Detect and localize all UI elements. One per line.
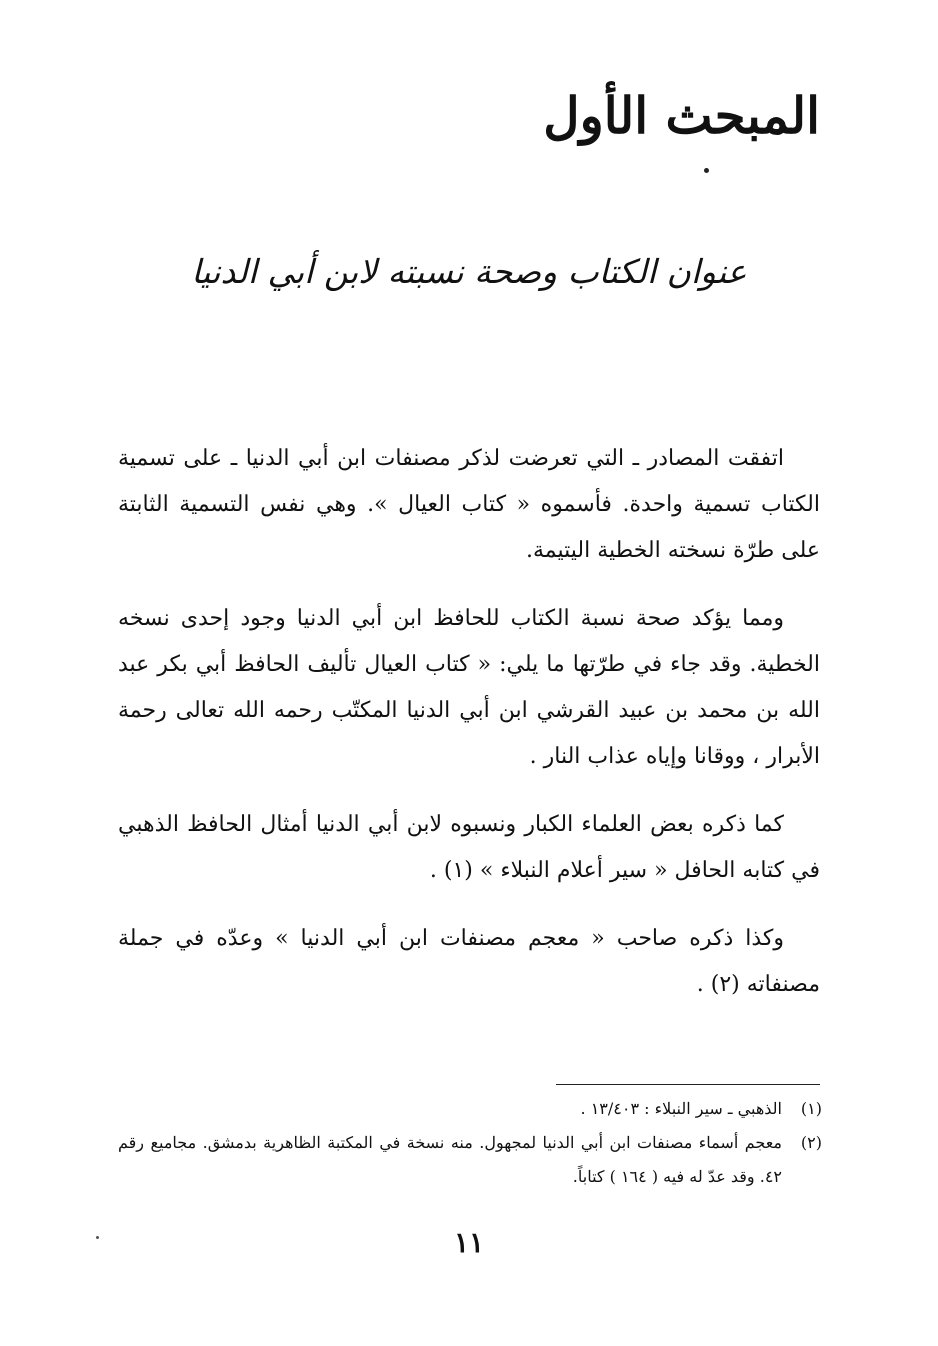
paragraph: وكذا ذكره صاحب « معجم مصنفات ابن أبي الدنيا » وعدّه في جملة مصنفاته (٢) . [118,926,820,997]
footnote-number: (٢) [800,1133,822,1152]
body-text [118,436,820,1030]
paragraph: كما ذكره بعض العلماء الكبار ونسبوه لابن أبي الدنيا أمثال الحافظ الذهبي في كتابه الحافل « سير أعلام النبلاء » (١) . [118,812,820,883]
paragraph: اتفقت المصادر ـ التي تعرضت لذكر مصنفات ابن أبي الدنيا ـ على تسمية الكتاب تسمية واحدة. فأسموه « كتاب العيال ». وهي نفس التسمية الثابتة على طرّة نسخته الخطية اليتيمة. [118,446,820,563]
footnotes [118,1092,822,1194]
section-subtitle: عنوان الكتاب وصحة نسبته لابن أبي الدنيا [191,252,747,291]
footnote-text: معجم أسماء مصنفات ابن أبي الدنيا لمجهول. منه نسخة في المكتبة الظاهرية بدمشق. مجاميع رقم ٤٢. وقد عدّ له فيه ( ١٦٤ ) كتاباً. [118,1133,782,1186]
footnote-divider [556,1084,820,1085]
footnote-number: (١) [800,1099,822,1118]
footnote-item [118,1092,822,1126]
chapter-title: المبحث الأول [543,86,820,145]
paragraph: ومما يؤكد صحة نسبة الكتاب للحافظ ابن أبي الدنيا وجود إحدى نسخه الخطية. وقد جاء في طرّتها ما يلي: « كتاب العيال تأليف الحافظ أبي بكر عبد الله بن محمد بن عبيد القرشي ابن أبي الدنيا المكتّب رحمه الله تعالى رحمة الأبرار ، ووقانا وإياه عذاب النار . [118,606,820,769]
page-number: ١١ [453,1226,485,1259]
scan-speck [96,1236,99,1239]
footnote-text: الذهبي ـ سير النبلاء : ١٣/٤٠٣ . [580,1099,782,1118]
decorative-dot [704,168,709,173]
footnote-item [118,1126,822,1194]
